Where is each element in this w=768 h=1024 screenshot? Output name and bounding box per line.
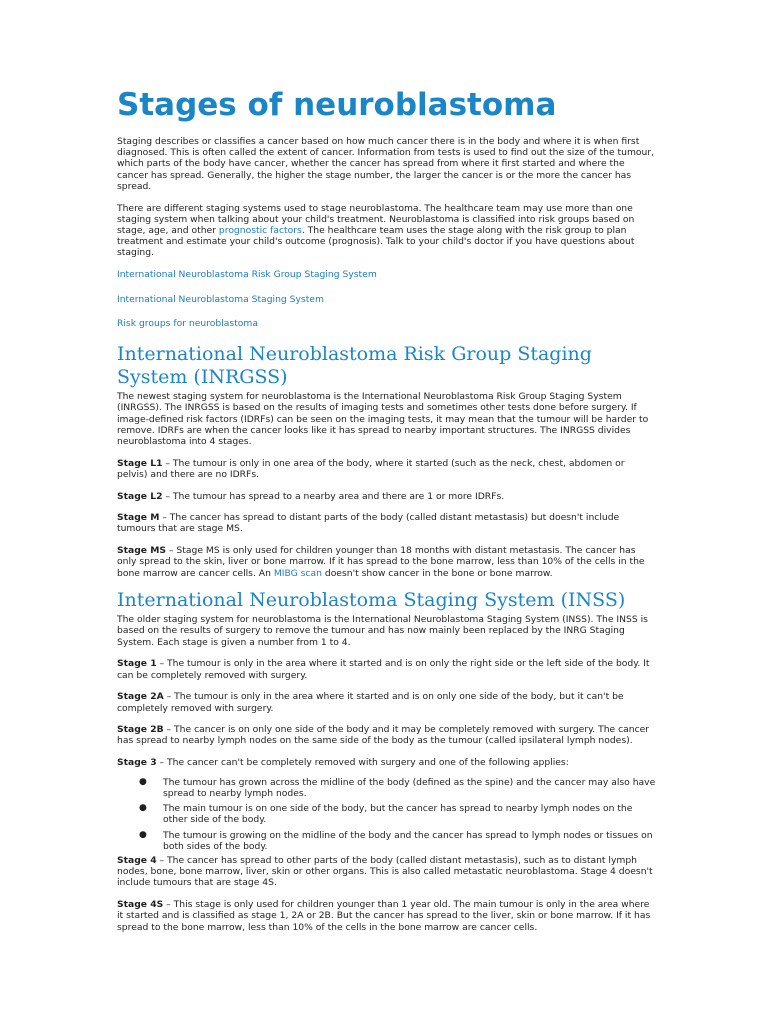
stage-4-text: – The cancer has spread to other parts of the body (called distant metastasis), such as to distant lymph nodes, bone, bone marrow, liver, skin or other organs. This is also called metastatic neuroblastoma. Stage 4 doesn't include tumours that are stage 4S. xyxy=(117,855,653,889)
stage-ms-text-after: doesn't show cancer in the bone or bone marrow. xyxy=(321,567,553,579)
stage-4 xyxy=(117,855,657,889)
inss-link[interactable]: International Neuroblastoma Staging System xyxy=(117,293,324,305)
risk-groups-link[interactable]: Risk groups for neuroblastoma xyxy=(117,318,259,330)
intro-paragraph-2 xyxy=(117,203,657,259)
stage-l1-text: – The tumour is only in one area of the body, where it started (such as the neck, chest, abdomen or pelvis) and there are no IDRFs. xyxy=(117,457,625,480)
stage-2b xyxy=(117,724,657,746)
mibg-scan-link[interactable]: MIBG scan xyxy=(273,567,322,579)
stage-l1-label: Stage L1 xyxy=(117,457,163,469)
stage-ms-label: Stage MS xyxy=(117,545,166,557)
link-risk-groups-paragraph xyxy=(117,318,657,329)
stage-3 xyxy=(117,757,657,768)
stage-3-text: – The cancer can't be completely removed with surgery and one of the following applies: xyxy=(156,757,569,769)
stage-m xyxy=(117,512,657,534)
stage-4-label: Stage 4 xyxy=(117,855,157,867)
stage-2b-text: – The cancer is on only one side of the body and it may be completely removed with surgery. The cancer has spread to nearby lymph nodes on the same side of the body as the tumour (called ipsilateral lymph nodes). xyxy=(117,724,650,747)
inrgss-intro: The newest staging system for neuroblastoma is the International Neuroblastoma Risk Group Staging System (INRGSS). The INRGSS is based on the results of imaging tests and sometimes other tests done before surgery. If image-defined risk factors (IDRFs) can be seen on the imaging tests, it may mean that the tumour will be harder to remove. IDRFs are when the cancer looks like it has spread to nearby important structures. The INRGSS divides neuroblastoma into 4 stages. xyxy=(117,391,649,447)
stage-ms-text-before: – Stage MS is only used for children younger than 18 months with distant metastasis. The cancer has only spread to the skin, liver or bone marrow. If it has spread to the bone marrow, less than 10% of the cells in the bone marrow are cancer cells. An xyxy=(117,545,645,579)
stage-l2-text: – The tumour has spread to a nearby area and there are 1 or more IDRFs. xyxy=(162,490,505,502)
stage-1-text: – The tumour is only in the area where it started and is on only the right side or the left side of the body. It can be completely removed with surgery. xyxy=(117,658,650,681)
prognostic-factors-link[interactable]: prognostic factors xyxy=(218,224,302,236)
stage-3-bullet-list xyxy=(117,777,657,852)
list-item xyxy=(117,803,657,825)
link-inss-paragraph xyxy=(117,294,657,305)
stage-ms xyxy=(117,545,657,579)
intro-p2-text-after: . The healthcare team uses the stage along with the risk group to plan treatment and estimate your child's outcome (prognosis). Talk to your child's doctor if you have questions about staging. xyxy=(117,224,635,259)
inss-heading: International Neuroblastoma Staging System (INSS) xyxy=(117,589,626,612)
stage-4s-label: Stage 4S xyxy=(117,899,164,911)
stage-m-label: Stage M xyxy=(117,512,160,524)
stage-m-text: – The cancer has spread to distant parts of the body (called distant metastasis) but doesn't include tumours that are stage MS. xyxy=(117,512,620,535)
inrgss-link[interactable]: International Neuroblastoma Risk Group Staging System xyxy=(117,269,377,281)
list-item xyxy=(117,777,657,799)
stage-l2 xyxy=(117,491,657,502)
inrgss-heading: International Neuroblastoma Risk Group Staging System (INRGSS) xyxy=(117,343,592,389)
inss-intro: The older staging system for neuroblastoma is the International Neuroblastoma Staging System (INSS). The INSS is based on the results of surgery to remove the tumour and has now mainly been replaced by the INRG Staging System. Each stage is given a number from 1 to 4. xyxy=(117,614,648,648)
intro-paragraph-1: Staging describes or classifies a cancer based on how much cancer there is in the body and where it is when first diagnosed. This is often called the extent of cancer. Information from tests is used to find out the size of the tumour, which parts of the body have cancer, whether the cancer has spread from where it first started and where the cancer has spread. Generally, the higher the stage number, the larger the cancer is or the more the cancer has spread. xyxy=(117,136,655,192)
stage-2b-label: Stage 2B xyxy=(117,724,164,736)
stage-1 xyxy=(117,658,657,680)
stage-l1 xyxy=(117,458,657,480)
bullet-icon: ● xyxy=(139,776,147,787)
stage-2a-label: Stage 2A xyxy=(117,691,164,703)
stage-4s-text: – This stage is only used for children younger than 1 year old. The main tumour is only in the area where it started and is classified as stage 1, 2A or 2B. But the cancer has spread to the liver, skin or bone marrow. If it has spread to the bone marrow, less than 10% of the cells in the bone marrow are cancer cells. xyxy=(117,899,651,933)
link-inrgss-paragraph xyxy=(117,269,657,280)
bullet-icon: ● xyxy=(139,803,147,814)
stage-l2-label: Stage L2 xyxy=(117,490,163,502)
list-item-text: The main tumour is on one side of the body, but the cancer has spread to nearby lymph nodes on the other side of the body. xyxy=(163,803,633,826)
document-content xyxy=(117,86,657,943)
intro-p2-text-before: There are different staging systems used to stage neuroblastoma. The healthcare team may use more than one staging system when talking about your child's treatment. Neuroblastoma is classified into risk groups based on stage, age, and other xyxy=(117,202,635,236)
list-item-text: The tumour is growing on the midline of the body and the cancer has spread to lymph nodes or tissues on both sides of the body. xyxy=(163,829,653,852)
bullet-icon: ● xyxy=(139,829,147,840)
stage-2a-text: – The tumour is only in the area where it started and is on only one side of the body, but it can't be completely removed with surgery. xyxy=(117,691,624,714)
stage-1-label: Stage 1 xyxy=(117,658,157,670)
list-item-text: The tumour has grown across the midline of the body (defined as the spine) and the cancer may also have spread to nearby lymph nodes. xyxy=(163,776,656,800)
page-title: Stages of neuroblastoma xyxy=(117,87,557,123)
stage-2a xyxy=(117,691,657,713)
stage-4s xyxy=(117,899,657,933)
stage-3-label: Stage 3 xyxy=(117,757,157,769)
list-item xyxy=(117,830,657,852)
